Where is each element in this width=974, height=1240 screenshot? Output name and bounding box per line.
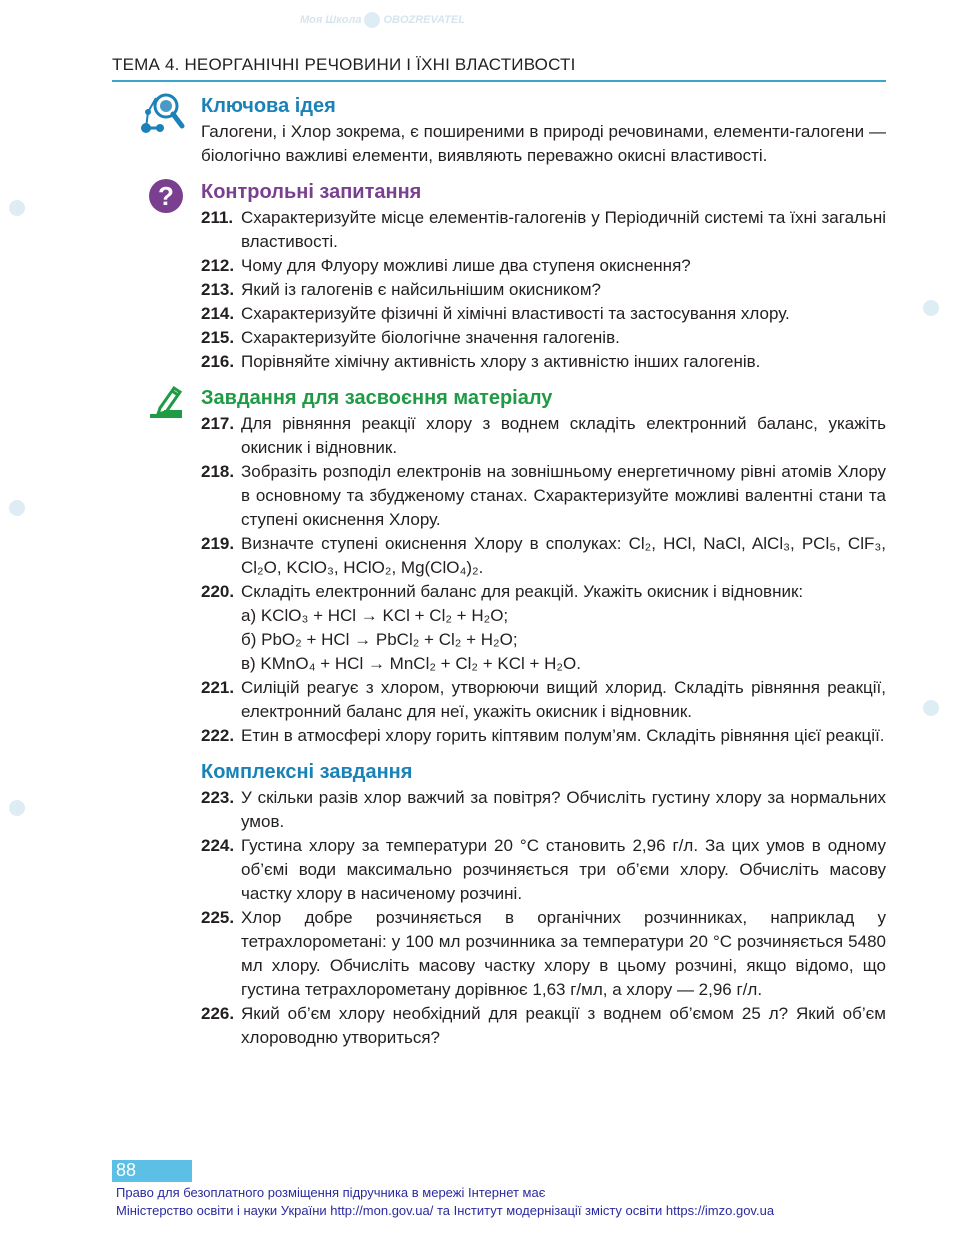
item-text: Чому для Флуору можливі лише два ступеня окиснення? — [241, 256, 691, 275]
svg-text:?: ? — [158, 181, 174, 211]
item-text: Який об’єм хлору необхідний для реакції з воднем об’ємом 25 л? Який об’єм хлороводню утвориться? — [241, 1004, 886, 1047]
pencil-icon — [148, 384, 188, 425]
item-number: 217. — [201, 414, 235, 433]
item-text: Схарактеризуйте місце елементів-галогенів у Періодичній системі та їхні загальні властивості. — [241, 208, 886, 251]
item-number: 214. — [201, 304, 235, 323]
footer-license — [116, 1184, 774, 1220]
item-number: 211. — [201, 208, 234, 227]
item-number: 226. — [201, 1004, 235, 1023]
complex-tasks-title: Комплексні завдання — [201, 761, 413, 783]
complex-tasks-section — [112, 758, 886, 1050]
complex-task-item — [201, 1002, 886, 1050]
task-item — [201, 676, 886, 724]
item-number: 218. — [201, 462, 235, 481]
task-item — [201, 412, 886, 460]
complex-task-item — [201, 906, 886, 1002]
item-text: Етин в атмосфері хлору горить кіптявим полум’ям. Складіть рівняння цієї реакції. — [241, 726, 885, 745]
question-item — [201, 326, 886, 350]
footer-license-line1: Право для безоплатного розміщення підручника в мережі Інтернет має — [116, 1185, 546, 1200]
item-text: Складіть електронний баланс для реакцій. Укажіть окисник і відновник: — [241, 582, 804, 601]
item-number: 215. — [201, 328, 235, 347]
question-item — [201, 206, 886, 254]
item-number: 213. — [201, 280, 235, 299]
complex-task-item — [201, 786, 886, 834]
watermark-brand2: OBOZREVATEL — [383, 13, 465, 26]
watermark-brand1: Моя Школа — [300, 13, 362, 26]
item-text: Схарактеризуйте фізичні й хімічні властивості та застосування хлору. — [241, 304, 790, 323]
reaction-c: в) KMnO₄ + HCl → MnCl₂ + Cl₂ + KCl + H₂O. — [241, 654, 581, 673]
reaction-b: б) PbO₂ + HCl → PbCl₂ + Cl₂ + H₂O; — [241, 630, 518, 649]
item-number: 221. — [201, 678, 235, 697]
item-number: 216. — [201, 352, 235, 371]
item-text: Порівняйте хімічну активність хлору з активністю інших галогенів. — [241, 352, 761, 371]
footer-license-line2: Міністерство освіти і науки України http://mon.gov.ua/ та Інститут модернізації змісту освіти https://imzo.gov.ua — [116, 1203, 775, 1218]
key-idea-text: Галогени, і Хлор зокрема, є поширеними в природі речовинами, елементи-галогени — біологічно важливі елементи, виявляють переважно окисні властивості. — [201, 122, 886, 165]
tasks-section — [112, 384, 886, 748]
item-text: Густина хлору за температури 20 °C становить 2,96 г/л. За цих умов в одному об’ємі води максимально розчиняється три об’єми хлору. Обчисліть масову частку хлору в насиченому розчині. — [241, 836, 886, 903]
item-text: Схарактеризуйте біологічне значення галогенів. — [241, 328, 620, 347]
task-item — [201, 460, 886, 532]
molecule-magnifier-icon — [140, 92, 186, 141]
question-item — [201, 302, 886, 326]
item-text: Силіцій реагує з хлором, утворюючи вищий хлорид. Складіть рівняння реакції, електронний баланс для неї, укажіть окисник і відновник. — [241, 678, 886, 721]
item-text: У скільки разів хлор важчий за повітря? Обчисліть густину хлору за нормальних умов. — [241, 788, 886, 831]
item-text: Для рівняння реакції хлору з воднем складіть електронний баланс, укажіть окисник і відновник. — [241, 414, 886, 457]
control-questions-section — [112, 178, 886, 374]
item-text: Визначте ступені окиснення Хлору в сполуках: — [241, 534, 622, 553]
key-idea-title: Ключова ідея — [201, 95, 336, 117]
item-number: 219. — [201, 534, 235, 553]
question-item — [201, 350, 886, 374]
reaction-a: а) KClO₃ + HCl → KCl + Cl₂ + H₂O; — [241, 606, 509, 625]
key-idea-section — [112, 92, 886, 168]
item-number: 220. — [201, 582, 235, 601]
question-icon — [148, 178, 184, 219]
item-text: Який із галогенів є найсильнішим окисником? — [241, 280, 601, 299]
item-text: Зобразіть розподіл електронів на зовнішньому енергетичному рівні атомів Хлору в основному та збудженому станах. Схарактеризуйте можливі валентні стани та ступені окиснення Хлору. — [241, 462, 886, 529]
formula-list: Cl₂, HCl, NaCl, AlCl₃, PCl₅, ClF₃, Cl₂O, KClO₃, HClO₂, Mg(ClO₄)₂. — [241, 534, 887, 577]
item-number: 225. — [201, 908, 235, 927]
page-number: 88 — [112, 1160, 192, 1182]
task-item — [201, 580, 886, 604]
question-item — [201, 254, 886, 278]
item-text: Хлор добре розчиняється в органічних розчинниках, наприклад у тетрахлорометані: у 100 мл розчинника за температури 20 °C розчиняється 5480 мл хлору. Обчисліть масову частку хлору в цьому розчині, якщо відомо, що густина тетрахлорометану дорівнює 1,63 г/мл, а хлору — 2,96 г/л. — [241, 908, 886, 999]
task-item — [201, 532, 886, 580]
item-number: 223. — [201, 788, 235, 807]
item-number: 212. — [201, 256, 235, 275]
question-item — [201, 278, 886, 302]
page-header-title: ТЕМА 4. НЕОРГАНІЧНІ РЕЧОВИНИ І ЇХНІ ВЛАСТИВОСТІ — [112, 55, 576, 74]
item-number: 224. — [201, 836, 235, 855]
task-item — [201, 724, 886, 748]
tasks-title: Завдання для засвоєння матеріалу — [201, 387, 553, 409]
complex-task-item — [201, 834, 886, 906]
item-number: 222. — [201, 726, 235, 745]
control-questions-title: Контрольні запитання — [201, 181, 422, 203]
